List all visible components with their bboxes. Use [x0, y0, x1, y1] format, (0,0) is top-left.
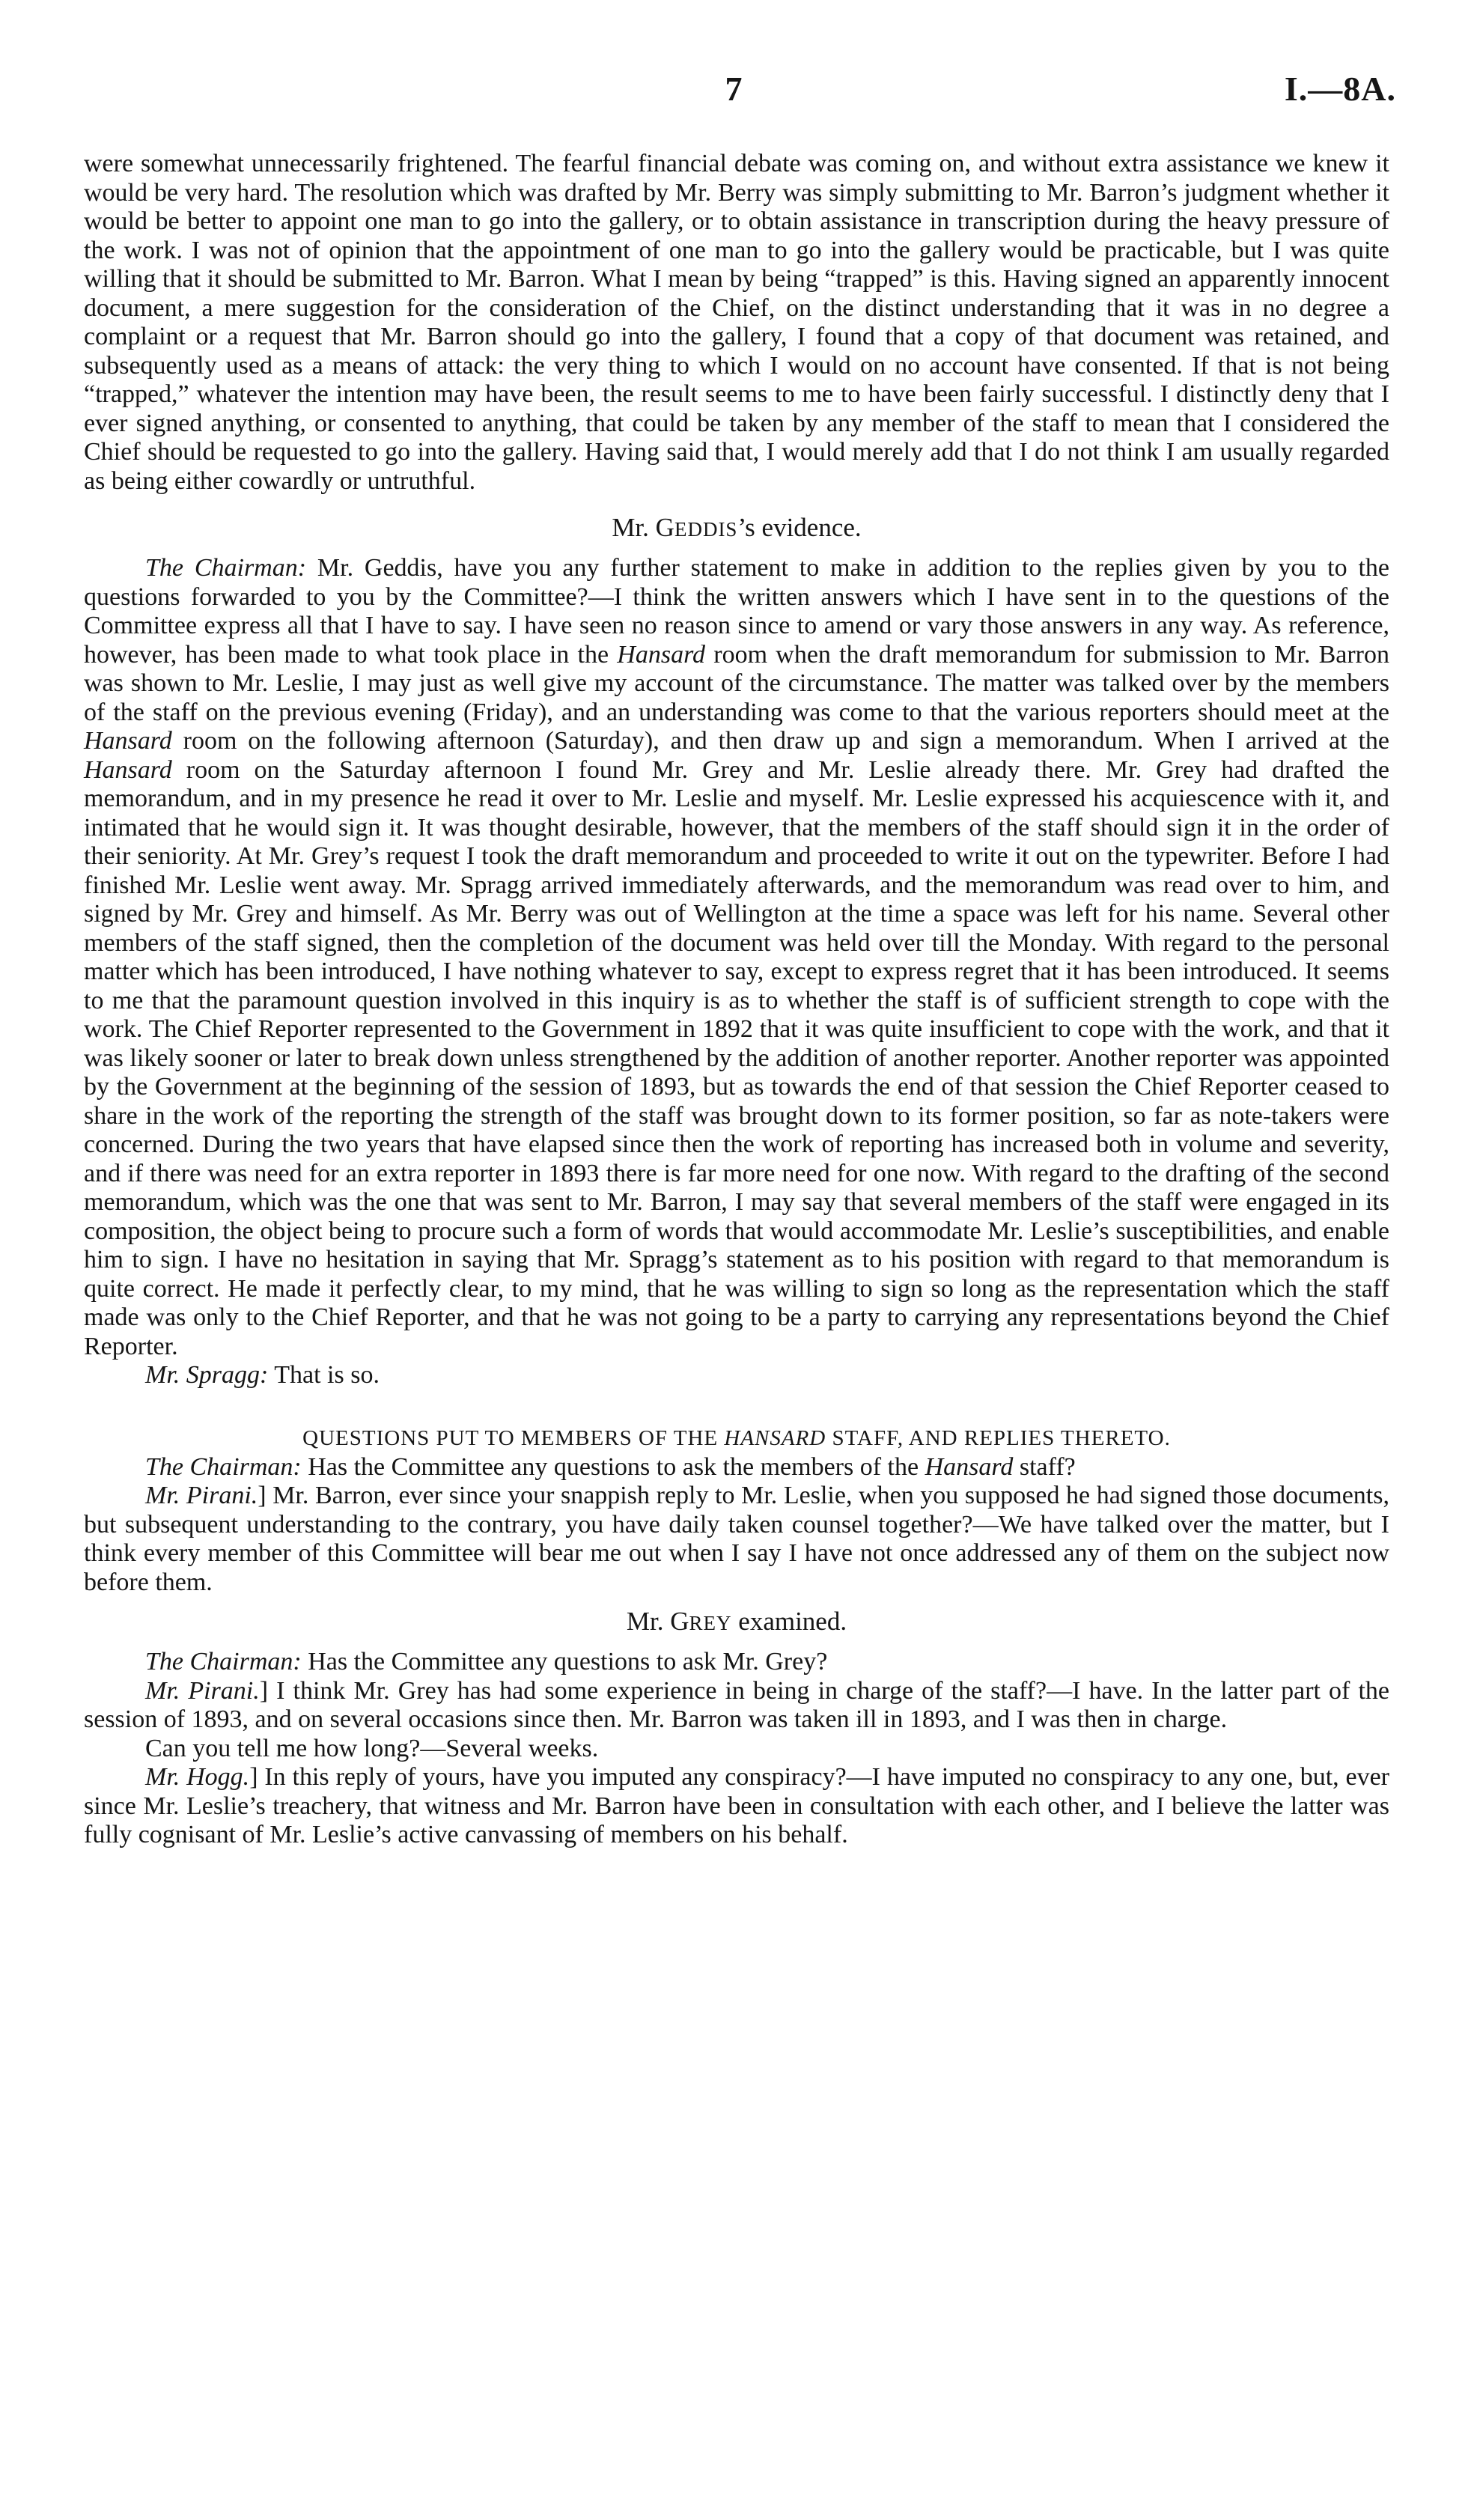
speaker-label: The Chairman: — [145, 554, 307, 582]
spragg-reply: Mr. Spragg: That is so. — [145, 1361, 380, 1389]
speaker-label: Mr. Pirani. — [145, 1482, 258, 1509]
grey-hogg-question: Mr. Hogg.] In this reply of yours, have you imputed any conspiracy?—I have imputed no conspiracy to any one, but, ever since Mr. Leslie’s treachery, that witness and Mr. Barron have been in consultation with each other, and I believe the latter was fully cognisant of Mr. Leslie’s active canvassing of members on his behalf. — [84, 1763, 1389, 1848]
speaker-label: The Chairman: — [145, 1648, 302, 1676]
grey-chairman-question: The Chairman: Has the Committee any questions to ask Mr. Grey? — [145, 1648, 828, 1676]
chairman-question: The Chairman: Has the Committee any questions to ask the members of the Hansard staff? — [145, 1452, 1076, 1481]
speaker-label: Mr. Spragg: — [145, 1361, 269, 1389]
pirani-question: Mr. Pirani.] Mr. Barron, ever since your snappish reply to Mr. Leslie, when you supposed he had signed those documents, but subsequent understanding to the contrary, you have daily taken counsel together?—We have talked over the matter, but I think every member of this Committee will bear me out when I say I have not once addressed any of them on the subject now before them. — [84, 1482, 1389, 1596]
questions-heading: QUESTIONS PUT TO MEMBERS OF THE HANSARD STAFF, AND REPLIES THERETO. — [302, 1425, 1171, 1450]
speaker-label: Mr. Hogg. — [145, 1763, 250, 1791]
intro-paragraph: were somewhat unnecessarily frightened. The fearful financial debate was coming on, and without extra assistance we knew it would be very hard. The resolution which was drafted by Mr. Berry was simply submitting to Mr. Barron’s judgment whether it would be better to appoint one man to go into the gallery, or to obtain assistance in transcription during the heavy pressure of the work. I was not of opinion that the appointment of one man to go into the gallery would be practicable, but I was quite willing that it should be submitted to Mr. Barron. What I mean by being “trapped” is this. Having signed an apparently innocent document, a mere suggestion for the consideration of the Chief, on the distinct understanding that it was in no degree a complaint or a request that Mr. Barron should go into the gallery, I found that a copy of that document was retained, and subsequently used as a means of attack: the very thing to which I would on no account have consented. If that is not being “trapped,” whatever the intention may have been, the result seems to me to have been fairly successful. I distinctly deny that I ever signed anything, or consented to anything, that could be taken by any member of the staff to mean that I considered the Chief should be requested to go into the gallery. Having said that, I would merely add that I do not think I am usually regarded as being either cowardly or untruthful. — [84, 150, 1389, 495]
grey-pirani-question: Mr. Pirani.] I think Mr. Grey has had some experience in being in charge of the staff?—I have. In the latter part of the session of 1893, and on several occasions since then. Mr. Barron was taken ill in 1893, and I was then in charge. — [84, 1676, 1389, 1733]
speaker-label: The Chairman: — [145, 1452, 302, 1481]
geddis-evidence-paragraph: The Chairman: Mr. Geddis, have you any further statement to make in addition to the replies given by you to the questions forwarded to you by the Committee?—I think the written answers which I have sent in to the questions of the Committee express all that I have to say. I have seen no reason since to amend or vary those answers in any way. As reference, however, has been made to what took place in the Hansard room when the draft memorandum for submission to Mr. Barron was shown to Mr. Leslie, I may just as well give my account of the circumstance. The matter was talked over by the members of the staff on the previous evening (Friday), and an understanding was come to that the various reporters should meet at the Hansard room on the following afternoon (Saturday), and then draw up and sign a memorandum. When I arrived at the Hansard room on the Saturday afternoon I found Mr. Grey and Mr. Leslie already there. Mr. Grey had drafted the memorandum, and in my presence he read it over to Mr. Leslie and myself. Mr. Leslie expressed his acquiescence with it, and intimated that he would sign it. It was thought desirable, however, that the members of the staff should sign it in the order of their seniority. At Mr. Grey’s request I took the draft memorandum and proceeded to write it out on the typewriter. Before I had finished Mr. Leslie went away. Mr. Spragg arrived immediately afterwards, and the memorandum was read over to him, and signed by Mr. Grey and himself. As Mr. Berry was out of Wellington at the time a space was left for his name. Several other members of the staff signed, then the completion of the document was held over till the Monday. With regard to the personal matter which has been introduced, I have nothing whatever to say, except to express regret that it has been introduced. It seems to me that the paramount question involved in this inquiry is as to whether the staff is of sufficient strength to cope with the work. The Chief Reporter represented to the Government in 1892 that it was quite insufficient to cope with the work, and that it was likely sooner or later to break down unless strengthened by the addition of another reporter. Another reporter was appointed by the Government at the beginning of the session of 1893, but as towards the end of that session the Chief Reporter ceased to share in the work of the reporting the strength of the staff was brought down to its former position, so far as note-takers were concerned. During the two years that have elapsed since then the work of reporting has increased both in volume and severity, and if there was need for an extra reporter in 1893 there is far more need for one now. With regard to the drafting of the second memorandum, which was the one that was sent to Mr. Barron, I may say that several members of the staff were engaged in its composition, the object being to procure such a form of words that would accommodate Mr. Leslie’s susceptibilities, and enable him to sign. I have no hesitation in saying that Mr. Spragg’s statement as to his position with regard to that memorandum is quite correct. He made it perfectly clear, to my mind, that he was willing to sign so long as the representation which the staff made was only to the Chief Reporter, and that he was not going to be a party to carrying any representations beyond the Chief Reporter. — [84, 554, 1389, 1360]
page-reference: I.—8A. — [1284, 70, 1396, 108]
page-number: 7 — [725, 70, 743, 108]
grey-examined-heading: Mr. GREY examined. — [626, 1607, 847, 1636]
page-header — [0, 69, 1468, 121]
grey-how-long: Can you tell me how long?—Several weeks. — [145, 1734, 599, 1762]
page-content — [84, 150, 1389, 1850]
geddis-evidence-heading: Mr. GEDDIS’s evidence. — [612, 513, 862, 542]
speaker-label: Mr. Pirani. — [145, 1676, 260, 1705]
